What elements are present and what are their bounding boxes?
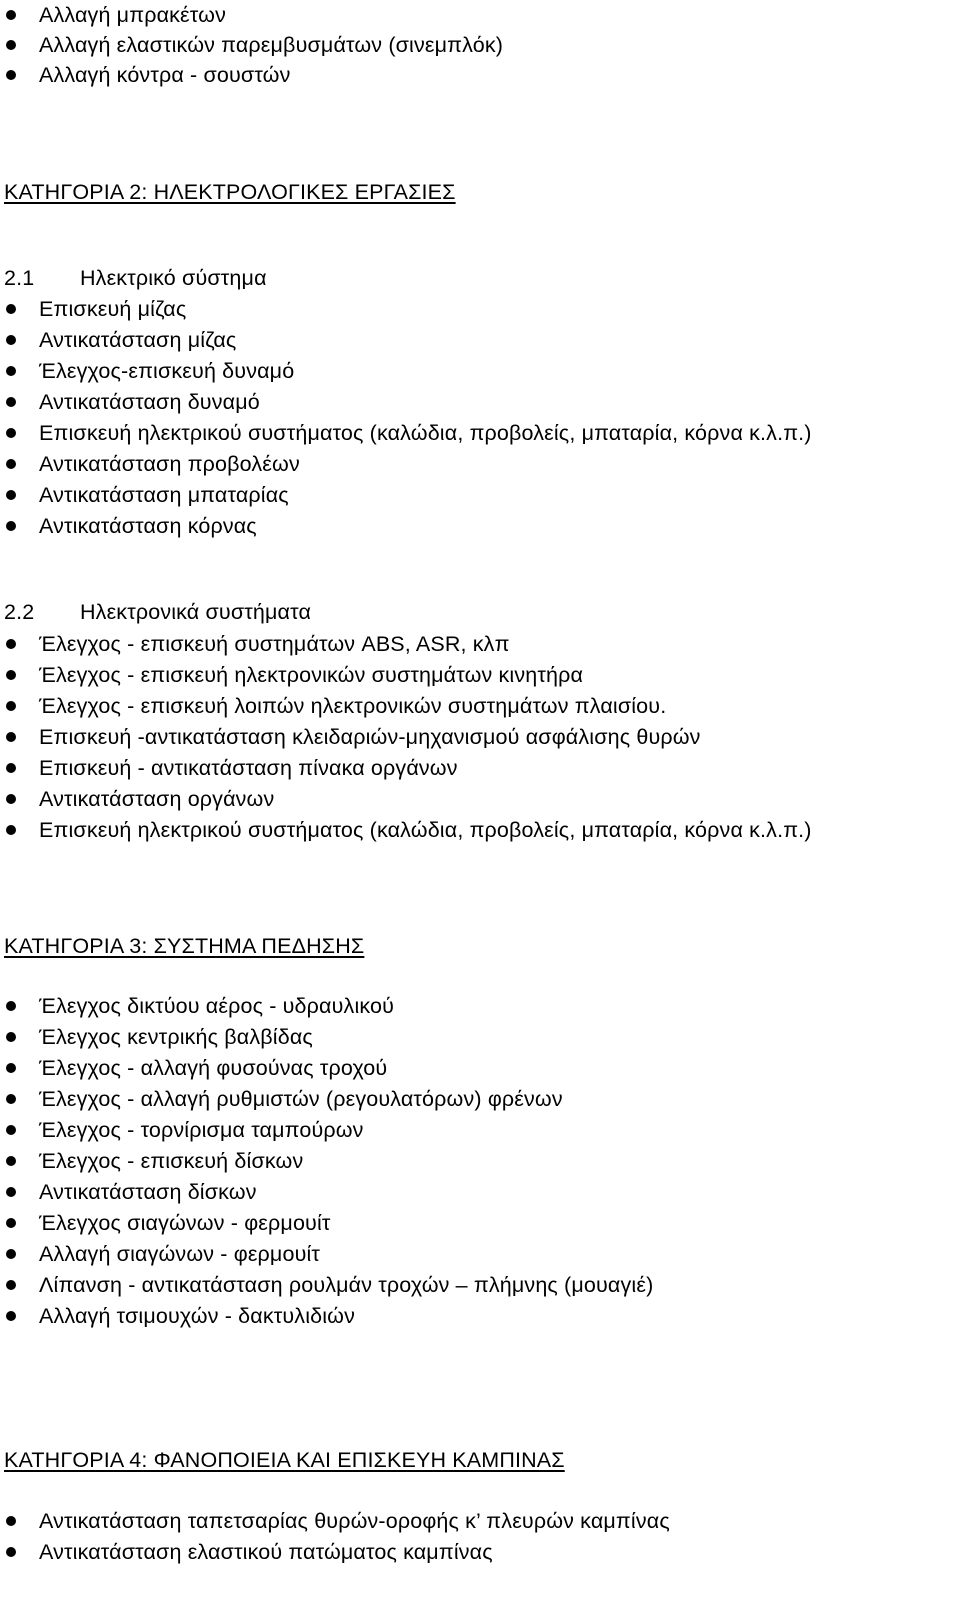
bullet-icon bbox=[6, 1547, 16, 1557]
bullet-icon bbox=[6, 10, 16, 20]
bullet-icon bbox=[6, 1187, 16, 1197]
bullet-icon bbox=[6, 670, 16, 680]
category-4-heading: ΚΑΤΗΓΟΡΙΑ 4: ΦΑΝΟΠΟΙΕΙΑ ΚΑΙ ΕΠΙΣΚΕΥΗ ΚΑΜΠΙΝΑΣ bbox=[4, 1448, 565, 1472]
bullet-icon bbox=[6, 825, 16, 835]
bullet-icon bbox=[6, 1311, 16, 1321]
bullet-icon bbox=[6, 1218, 16, 1228]
bullet-icon bbox=[6, 763, 16, 773]
bullet-icon bbox=[6, 304, 16, 314]
bullet-icon bbox=[6, 794, 16, 804]
bullet-icon bbox=[6, 40, 16, 50]
bullet-icon bbox=[6, 521, 16, 531]
bullet-icon bbox=[6, 1032, 16, 1042]
bullet-icon bbox=[6, 70, 16, 80]
bullet-icon bbox=[6, 366, 16, 376]
bullet-icon bbox=[6, 335, 16, 345]
section-title: Ηλεκτρονικά συστήματα bbox=[80, 600, 312, 624]
bullet-icon bbox=[6, 1063, 16, 1073]
section-2-1-heading bbox=[4, 263, 267, 294]
section-number: 2.2 bbox=[4, 600, 35, 624]
bullet-icon bbox=[6, 397, 16, 407]
section-title: Ηλεκτρικό σύστημα bbox=[80, 266, 267, 290]
bullet-icon bbox=[6, 1125, 16, 1135]
section-number: 2.1 bbox=[4, 266, 35, 290]
bullet-icon bbox=[6, 490, 16, 500]
section-2-2-heading bbox=[4, 597, 311, 628]
bullet-icon bbox=[6, 459, 16, 469]
bullet-icon bbox=[6, 1156, 16, 1166]
bullet-icon bbox=[6, 428, 16, 438]
bullet-icon bbox=[6, 1094, 16, 1104]
bullet-icon bbox=[6, 701, 16, 711]
bullet-icon bbox=[6, 639, 16, 649]
document-page: Αλλαγή μπρακέτων Αλλαγή ελαστικών παρεμβυσμάτων (σινεμπλόκ) Αλλαγή κόντρα - σουστών ΚΑΤΗΓΟΡΙΑ 2: ΗΛΕΚΤΡΟΛΟΓΙΚΕΣ ΕΡΓΑΣΙΕΣ 2.1 Ηλεκτρικό σύστημα Επισκευή μίζας Αντικατάσταση μίζας Έλεγχος-επισκευή δυναμό Αντικατάσταση δυναμό Επισκευή ηλεκτρικού συστήματος (καλώδια, προβολείς, μπαταρία, κόρνα κ.λ.π.) Αντικατάσταση προβολέων Αντικατάσταση μπαταρίας Αντικατάσταση κόρνας 2.2 Ηλεκτρονικά συστήματα Έλεγχος - επισκευή συστημάτων ABS, ASR, κλπ Έλεγχος - επισκευή ηλεκτρονικών συστημάτων κινητήρα Έλεγχος - επισκευή λοιπών ηλεκτρονικών συστημάτων πλαισίου. Επισκευή -αντικατάσταση κλειδαριών-μηχανισμού ασφάλισης θυρών Επισκευή - αντικατάσταση πίνακα οργάνων Αντικατάσταση οργάνων Επισκευή ηλεκτρικού συστήματος (καλώδια, προβολείς, μπαταρία, κόρνα κ.λ.π.) ΚΑΤΗΓΟΡΙΑ 3: ΣΥΣΤΗΜΑ ΠΕΔΗΣΗΣ Έλεγχος δικτύου αέρος - υδραυλικού Έλεγχος κεντρικής βαλβίδας Έλεγχος - αλλαγή φυσούνας τροχού Έλεγχος - αλλαγή ρυθμιστών (ρεγουλατόρων) φρένων Έλεγχος - τορνίρισμα ταμπούρων Έλεγχος - επισκευή δίσκων Αντικατάσταση δίσκων Έλεγχος σιαγώνων - φερμουίτ Αλλαγή σιαγώνων - φερμουίτ Λίπανση - αντικατάσταση ρουλμάν τροχών – πλήμνης (μουαγιέ) Αλλαγή τσιμουχών - δακτυλιδιών ΚΑΤΗΓΟΡΙΑ 4: ΦΑΝΟΠΟΙΕΙΑ ΚΑΙ ΕΠΙΣΚΕΥΗ ΚΑΜΠΙΝΑΣ Αντικατάσταση ταπετσαρίας θυρών-οροφής κ’ πλευρών καμπίνας Αντικατάσταση ελαστικού πατώματος καμπίνας bbox=[4, 3, 812, 1564]
bullet-icon bbox=[6, 1516, 16, 1526]
bullet-icon bbox=[6, 1001, 16, 1011]
category-2-heading: ΚΑΤΗΓΟΡΙΑ 2: ΗΛΕΚΤΡΟΛΟΓΙΚΕΣ ΕΡΓΑΣΙΕΣ bbox=[4, 180, 456, 204]
bullet-icon bbox=[6, 732, 16, 742]
category-3-heading: ΚΑΤΗΓΟΡΙΑ 3: ΣΥΣΤΗΜΑ ΠΕΔΗΣΗΣ bbox=[4, 934, 365, 958]
bullet-icon bbox=[6, 1280, 16, 1290]
bullet-icon bbox=[6, 1249, 16, 1259]
